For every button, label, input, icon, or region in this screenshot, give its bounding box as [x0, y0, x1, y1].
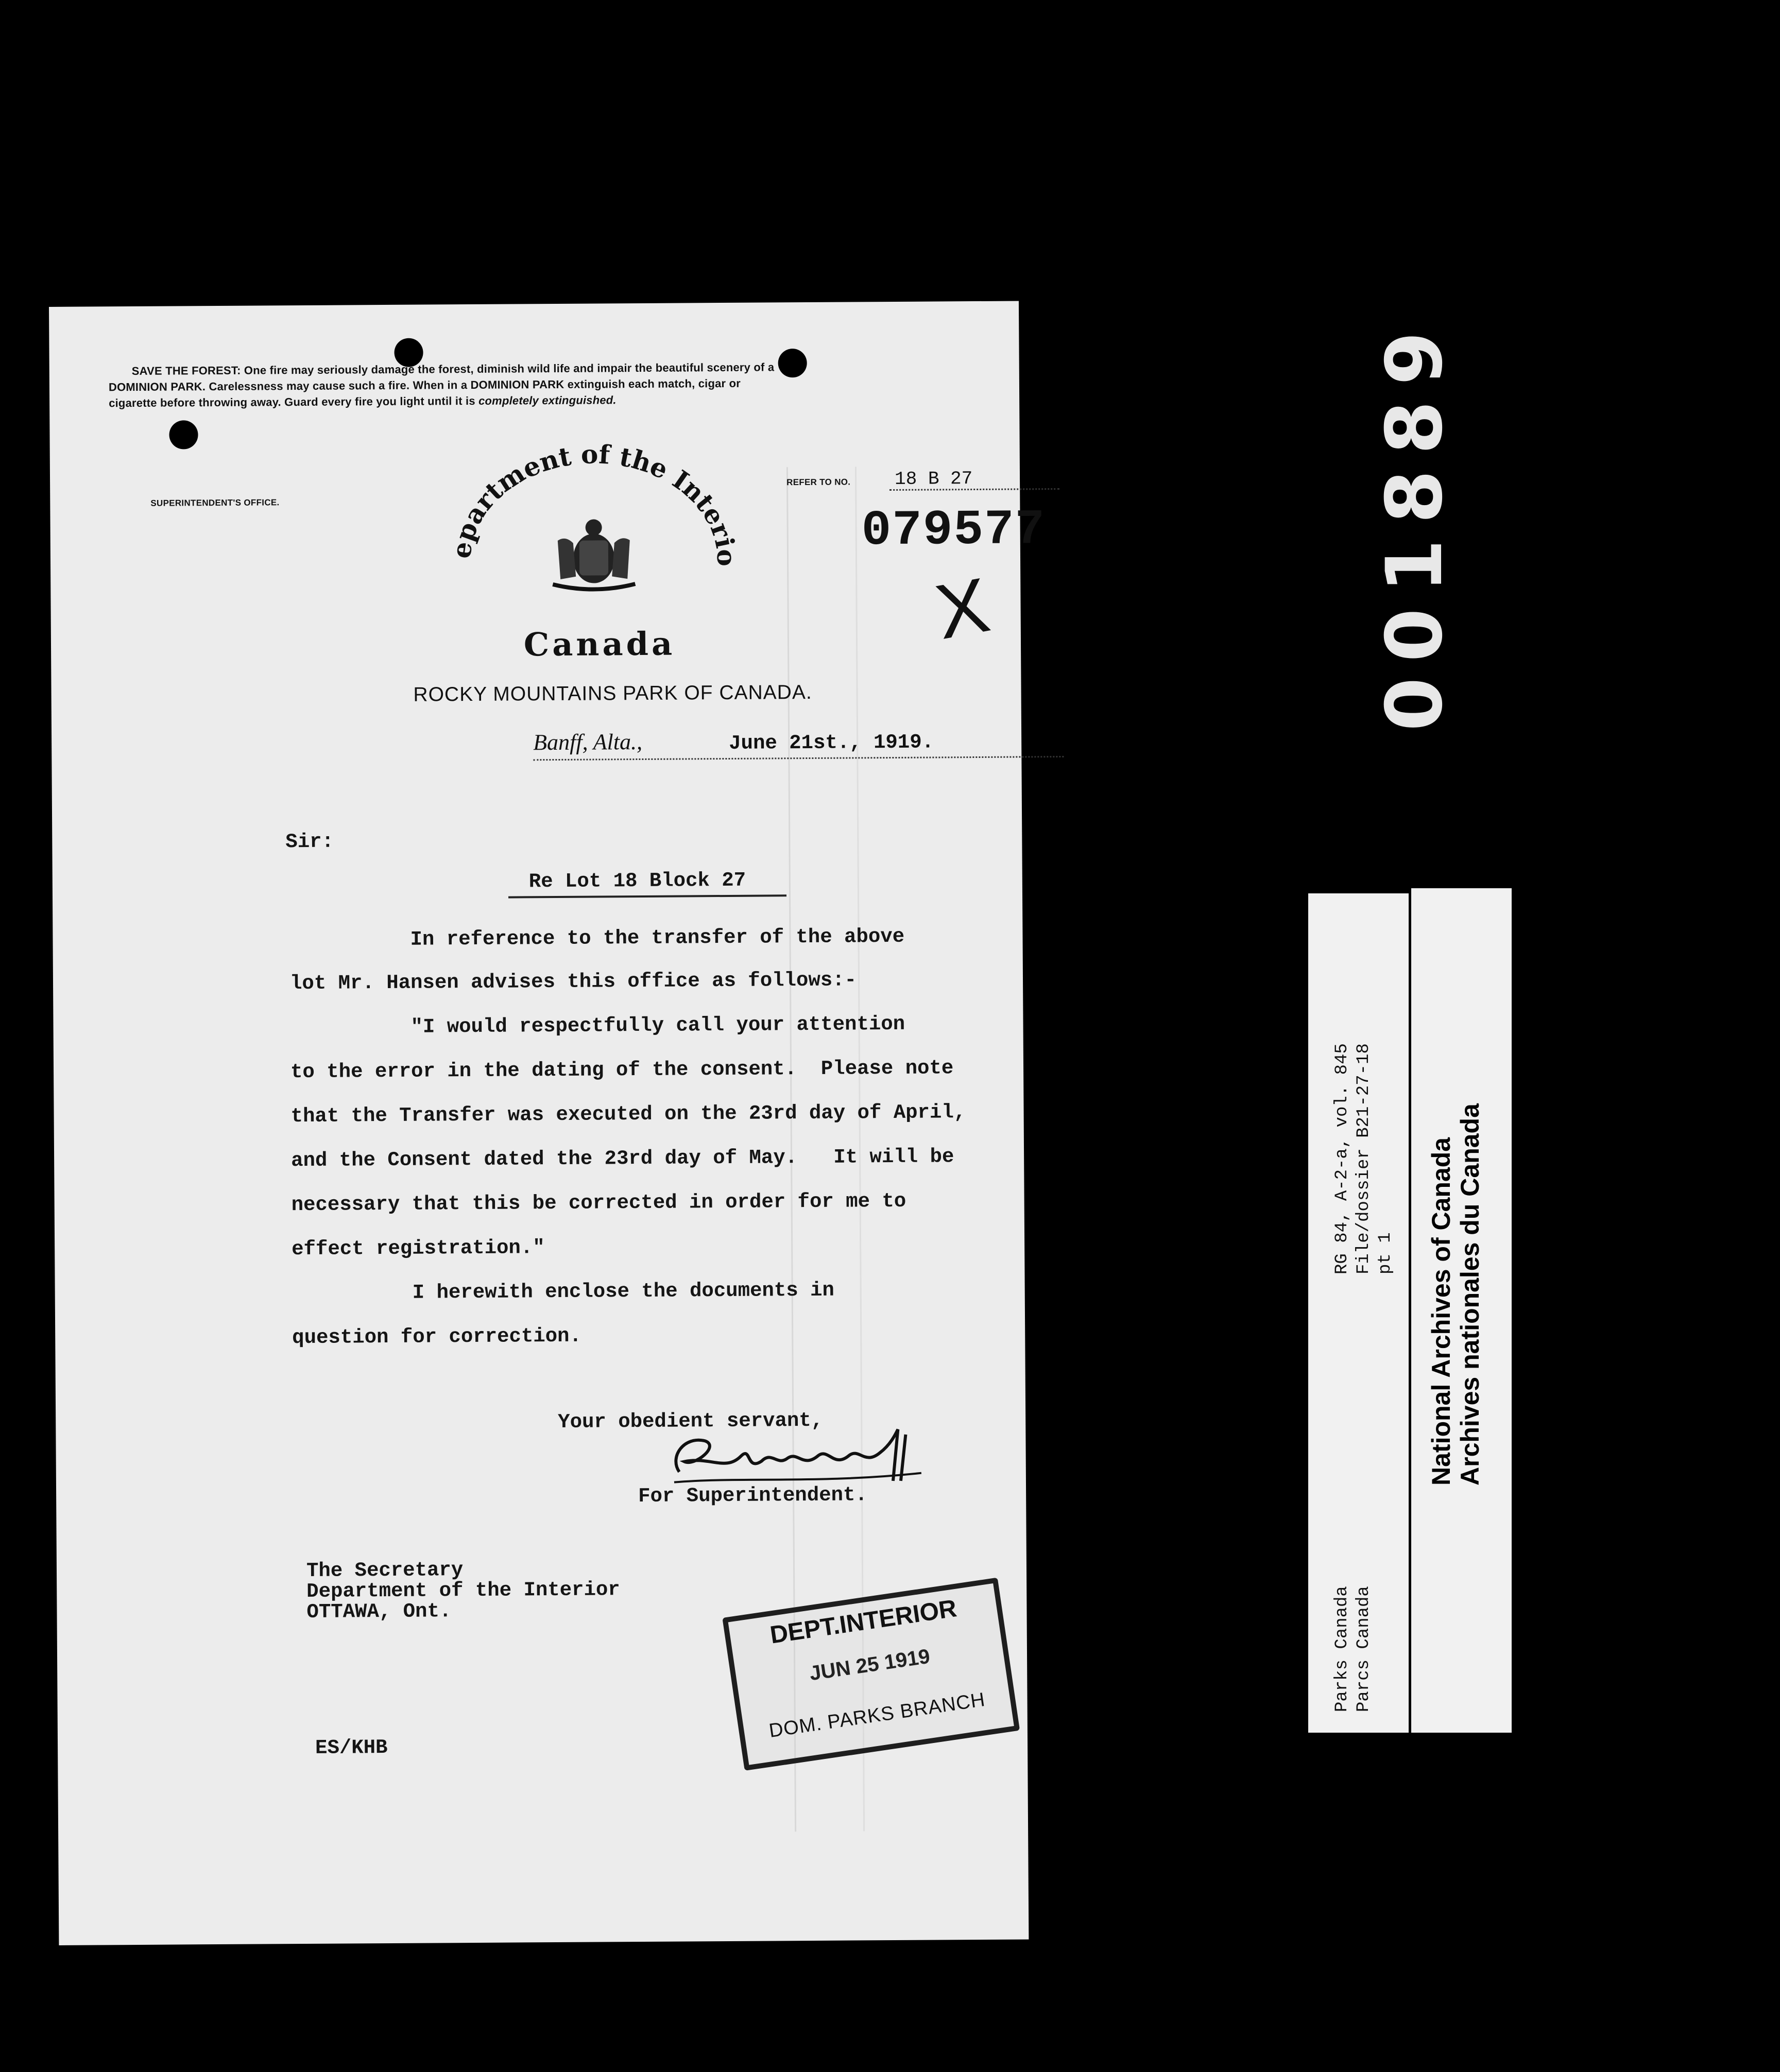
refer-to-line: [786, 468, 1065, 496]
salutation: Sir:: [285, 830, 334, 854]
stamp-department-text: DEPT.INTERIOR: [768, 1595, 959, 1649]
refer-number: 18 B 27: [889, 468, 1059, 491]
notice-emphasis: completely extinguished.: [478, 393, 617, 407]
subject-line: [508, 869, 786, 898]
recipient-address: [306, 1559, 620, 1622]
office-label: SUPERINTENDENT'S OFFICE.: [150, 497, 280, 508]
frame-number-text: 001889: [1370, 316, 1460, 731]
archive-reference: [1331, 1043, 1396, 1274]
body-line: lot Mr. Hansen advises this office as follows:-: [289, 969, 857, 995]
department-crest: [427, 435, 749, 598]
creator-line: Parcs Canada: [1354, 1586, 1374, 1712]
reference-line: File/dossier B21-27-18: [1354, 1043, 1374, 1274]
notice-line: DOMINION PARK. Carelessness may cause such a fire. When in a DOMINION PARK extinguish each match, cigar or: [108, 376, 741, 394]
address-line: Department of the Interior: [306, 1578, 620, 1603]
dateline-place: Banff, Alta.,: [533, 729, 643, 755]
closing: Your obedient servant,: [558, 1409, 824, 1434]
stamp-date: JUN 25 1919: [808, 1645, 932, 1685]
crest-country-text: Canada: [523, 625, 676, 664]
institution-line: Archives nationales du Canada: [1456, 1103, 1484, 1486]
dateline-date: June 21st., 1919.: [729, 731, 934, 755]
body-line: effect registration.": [292, 1236, 545, 1261]
body-line: to the error in the dating of the consent. Please note: [290, 1057, 954, 1084]
body-line: question for correction.: [292, 1324, 582, 1350]
institution-line: National Archives of Canada: [1427, 1137, 1456, 1486]
address-line: The Secretary: [306, 1559, 464, 1582]
signer-title: For Superintendent.: [638, 1483, 867, 1508]
body-line: and the Consent dated the 23rd day of May. It will be: [291, 1145, 954, 1172]
notice-line-text: cigarette before throwing away. Guard every fire you light until it is: [109, 394, 479, 410]
archive-institution-card: [1411, 888, 1512, 1733]
creator-line: Parks Canada: [1332, 1586, 1352, 1712]
file-number: 079577: [861, 502, 1046, 559]
body-line: In reference to the transfer of the above: [289, 925, 905, 952]
stamp-branch: DOM. PARKS BRANCH: [767, 1688, 987, 1742]
body-line: necessary that this be corrected in order for me to: [291, 1189, 906, 1217]
letter-body: [289, 913, 1085, 1360]
reference-line: pt 1: [1376, 1232, 1395, 1274]
handwritten-mark: X: [929, 561, 996, 655]
archive-institution: [1427, 1103, 1484, 1486]
archive-label-card: [1308, 893, 1409, 1733]
letter-page: [49, 301, 1046, 1945]
body-line: I herewith enclose the documents in: [292, 1279, 835, 1305]
refer-label: REFER TO NO.: [786, 477, 851, 488]
address-line: OTTAWA, Ont.: [306, 1600, 452, 1624]
body-line: that the Transfer was executed on the 23rd day of April,: [290, 1101, 966, 1128]
typist-initials: ES/KHB: [315, 1736, 388, 1759]
reference-line: RG 84, A-2-a, vol. 845: [1332, 1043, 1352, 1274]
dateline: [533, 725, 1064, 761]
signature: [663, 1424, 963, 1493]
coat-of-arms-icon: [553, 519, 636, 590]
received-stamp: [722, 1578, 1020, 1771]
subject-text: Re Lot 18 Block 27: [528, 869, 746, 893]
punch-hole: [169, 420, 198, 449]
film-frame-number: [1319, 216, 1460, 783]
forest-notice: [108, 357, 1075, 411]
archive-creator: [1331, 1586, 1375, 1712]
body-line: "I would respectfully call your attention: [290, 1012, 905, 1040]
notice-line: SAVE THE FOREST: One fire may seriously damage the forest, diminish wild life and impair the beautiful scenery of a: [131, 360, 775, 378]
crest-department-text: Department of the Interior: [427, 435, 742, 567]
park-name: ROCKY MOUNTAINS PARK OF CANADA.: [413, 681, 812, 706]
